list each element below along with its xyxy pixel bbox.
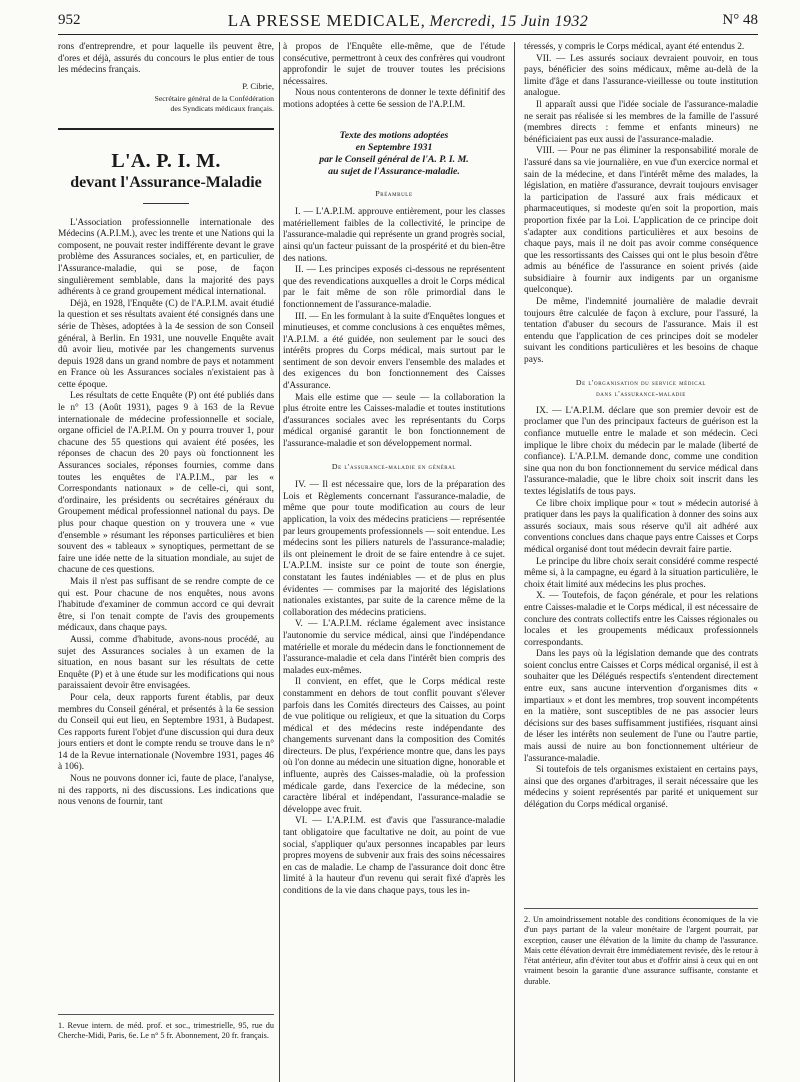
- motions-heading: Texte des motions adoptées en Septembre 1931 par le Conseil général de l'A. P. I. M. au sujet de l'Assurance-maladie.: [319, 129, 469, 177]
- section-heading: De l'assurance-maladie en général: [331, 461, 457, 471]
- column-rule-right: [514, 42, 515, 1082]
- column-rule-left: [279, 42, 280, 1082]
- issue-date: Mercredi, 15 Juin 1932: [429, 13, 589, 30]
- motion-paragraph: IV. — Il est nécessaire que, lors de la préparation des Lois et Règlements concernant l'assurance-maladie, de même que pour toute modification au cours de leur application, la voix des médecins praticiens — représentée par leurs groupements professionnels — soit entendue. Les médecins sont les piliers naturels de l'assurance-maladie; ils ont pleinement le droit de se faire entendre à ce sujet. L'A.P.I.M. insiste sur ce point de toute son énergie, constatant les fautes indéniables — et de plus en plus évidentes — commises par la majorité des législations nationales existantes, par suite de la carence même de la collaboration des médecins praticiens.: [283, 480, 505, 618]
- article-separator: [58, 128, 274, 130]
- page-number: 952: [58, 12, 81, 28]
- motion-paragraph: Mais elle estime que — seule — la collaboration la plus étroite entre les Caisses-maladie et toutes institutions d'assurances sociales avec les représentants du Corps médical organisé garantit le bon fonctionnement de l'assurance-maladie et son développement normal.: [283, 392, 505, 450]
- column-2: [283, 42, 505, 898]
- article-paragraph: Mais il n'est pas suffisant de se rendre compte de ce qui est. Pour chacune de nos enquêtes, nous avons l'habitude d'examiner de commun accord ce qui devrait être, si l'on tenait compte de l'avis des groupements médicaux, dans chaque pays.: [58, 576, 274, 634]
- page-header: [58, 12, 758, 35]
- article-paragraph: L'Association professionnelle internationale des Médecins (A.P.I.M.), avec les trente et une Nations qui la composent, ne pouvait rester indifférente devant le grave problème des Assurances sociales, et, en particulier, de l'Assurance-maladie, qui se pose, de façon singulièrement semblable, dans la majorité des pays adhérents à ce grand groupement médical international.: [58, 217, 274, 298]
- motion-paragraph: téressés, y compris le Corps médical, ayant été entendus 2.: [524, 42, 745, 52]
- motion-paragraph: X. — Toutefois, de façon générale, et pour les relations entre Caisses-maladie et le Corps médical, il est nécessaire de conclure des contrats collectifs entre les Caisses régionales ou locales et les groupements médicaux professionnels correspondants.: [524, 591, 758, 648]
- motion-paragraph: Ce libre choix implique pour « tout » médecin autorisé à pratiquer dans les pays la qualification à donner des soins aux assurés sociaux, mais sous réserve qu'il ait adhéré aux conventions conclues dans chaque pays entre Caisses et Corps médical organisé dont tout médecin devrait faire partie.: [524, 498, 758, 555]
- article-title: L'A. P. I. M.: [111, 149, 221, 172]
- signature-name: P. Cibrie,: [242, 80, 274, 91]
- article-paragraph: à propos de l'Enquête elle-même, que de l'étude consécutive, permettront à ceux des confrères qui voudront approfondir le sujet de trouver toutes les précisions nécessaires.: [283, 42, 505, 87]
- article-paragraph: Pour cela, deux rapports furent établis, par deux membres du Conseil général, et présentés à la 6e session du Conseil qui eut lieu, en Septembre 1931, à Budapest. Ces rapports furent l'objet d'une discussion qui dura deux jours entiers et dont le compte rendu se trouve dans le n° 14 de la Revue internationale (Novembre 1931, pages 46 à 106).: [58, 692, 274, 773]
- motion-paragraph: Il apparaît aussi que l'idée sociale de l'assurance-maladie ne serait pas réalisée si les membres de la famille de l'assuré (membres directs : femme et enfants mineurs) ne bénéficiaient pas eux aussi de l'assurance-maladie.: [524, 99, 758, 145]
- article-paragraph: Nous nous contenterons de donner le texte définitif des motions adoptées à cette 6e session de l'A.P.I.M.: [283, 88, 505, 110]
- motion-paragraph: Si toutefois de tels organismes existaient en certains pays, ainsi que des organes d'arbitrages, il serait nécessaire que les médecins y soient représentés par parité et uniquement sur délégation du Corps médical organisé.: [524, 765, 758, 810]
- motion-paragraph: VIII. — Pour ne pas éliminer la responsabilité morale de l'assuré dans sa vie journalière, en vue d'un exercice normal et sain de la médecine, et dans l'intérêt même des malades, la législation, en matière d'assurance, devrait toujours envisager la participation de l'assuré aux frais médicaux et pharmaceutiques, si modeste qu'en soit la proportion, mais proportion fixée par la Loi. L'application de ce principe doit s'adapter aux conditions particulières et aux besoins de chaque pays, mais il ne doit pas avoir comme conséquence que les ressortissants des Caisses qui ont le plus besoin d'être admis au bénéfice de l'assurance en soient privés (aide subsidiaire à fournir aux indigents par un organisme quelconque).: [524, 146, 758, 296]
- continued-text: rons d'entreprendre, et pour laquelle ils peuvent être, d'ores et déjà, assurés du concours le plus entier de tous les médecins français.: [58, 42, 274, 76]
- article-subtitle: devant l'Assurance-Maladie: [70, 173, 262, 191]
- motion-paragraph: Le principe du libre choix serait considéré comme respecté même si, à la campagne, eu égard à la situation particulière, le choix était limité aux médecins les plus proches.: [524, 556, 758, 590]
- title-rule: [143, 203, 189, 204]
- running-title: LA PRESSE MEDICALE, Mercredi, 15 Juin 1932: [227, 11, 589, 30]
- article-paragraph: Nous ne pouvons donner ici, faute de place, l'analyse, ni des rapports, ni des discussions. Les indications que nous venons de fournir, tant: [58, 774, 274, 808]
- journal-title: LA PRESSE MEDICALE: [227, 11, 421, 30]
- footnote-2: 2. Un amoindrissement notable des conditions économiques de la vie d'un pays partant de la valeur monétaire de l'argent pourrait, par exception, causer une élévation de la limite du champ de l'assurance. Mais cette élévation devrait être immédiatement revisée, dès le retour à l'état antérieur, afin d'éviter tout abus et d'offrir ainsi à ceux qui en ont vraiment besoin la garantie d'une assurance suffisante, constante et durable.: [524, 908, 758, 987]
- motion-paragraph: De même, l'indemnité journalière de maladie devrait toujours être calculée de façon à exclure, pour l'assuré, la tentation d'abuser du secours de l'assurance. Mais il est entendu que l'application de ces principes doit se modeler suivant les conditions particulières et les besoins de chaque pays.: [524, 297, 758, 366]
- section-heading: De l'organisation du service médical dans l'assurance-maladie: [575, 377, 707, 399]
- motion-paragraph: Il convient, en effet, que le Corps médical reste constamment en dehors de tout conflit pouvant s'élever parfois dans les Comités directeurs des Caisses, au point de vue politique ou religieux, et que la situation du Corps médical et des médecins reste indépendante des changements survenant dans la composition des Comités directeurs. De plus, l'expérience montre que, dans les pays où l'on donne au médecin une situation digne, honorable et influente, auprès des Caisses-maladie, où la profession médicale garde, dans l'exercice de la médecine, son caractère libéral et indépendant, l'assurance-maladie se développe avec fruit.: [283, 677, 505, 815]
- signature-role: Secrétaire général de la Confédération des Syndicats médicaux français.: [154, 94, 274, 113]
- article-paragraph: Déjà, en 1928, l'Enquête (C) de l'A.P.I.M. avait étudié la question et ses résultats avaient été consignés dans une série de Thèses, adoptées à la 4e session de son Conseil général, à Berlin. En 1931, une nouvelle Enquête avait dû avoir lieu, motivée par les changements survenus depuis 1928 dans un grand nombre de pays et notamment en France où les Assurances sociales n'existaient pas à cette époque.: [58, 298, 274, 390]
- footnote-1: 1. Revue intern. de méd. prof. et soc., trimestrielle, 95, rue du Cherche-Midi, Paris, 6e. Le n° 5 fr. Abonnement, 20 fr. français.: [58, 1014, 274, 1042]
- motion-paragraph: Dans les pays où la législation demande que des contrats soient conclus entre Caisses et Corps médical organisé, il est à souhaiter que les Délégués respectifs s'entendent directement entre eux, sans aucune intervention d'organismes dits « impartiaux » et dont les membres, trop souvent incompétents en la matière, sont susceptibles de ne pas associer leurs décisions sur des bases suffisamment justifiées, risquant ainsi de léser les intérêts non seulement de l'une ou l'autre partie, mais aussi de nuire au bon fonctionnement ultérieur de l'assurance-maladie.: [524, 649, 758, 764]
- column-1: [58, 42, 274, 809]
- preamble-heading: Préambule: [375, 188, 413, 198]
- article-paragraph: Aussi, comme d'habitude, avons-nous procédé, au sujet des Assurances sociales à un examen de la situation, en nous basant sur les résultats de cette Enquête (P) et à une étude sur les modifications qui nous paraissaient devoir être envisagées.: [58, 634, 274, 692]
- motion-paragraph: III. — En les formulant à la suite d'Enquêtes longues et minutieuses, et comme conclusions à ces enquêtes mêmes, l'A.P.I.M. a été guidée, non seulement par le souci des intérêts propres du Corps médical, mais surtout par le sentiment de son devoir envers l'ensemble des malades et des exigences du bon fonctionnement des Caisses d'Assurance.: [283, 311, 505, 392]
- motion-paragraph: IX. — L'A.P.I.M. déclare que son premier devoir est de proclamer que l'un des principaux facteurs de guérison est la confiance mutuelle entre le malade et son médecin. Ceci implique le libre choix du médecin par le malade (liberté de confiance). L'A.P.I.M. demande donc, comme une condition sine qua non du bon fonctionnement du service médical dans l'assurance-maladie, que le libre choix soit inscrit dans les textes législatifs de tous pays.: [524, 405, 758, 497]
- motion-paragraph: V. — L'A.P.I.M. réclame également avec insistance l'autonomie du service médical, ainsi que l'indépendance matérielle et morale du médecin dans le fonctionnement de l'assurance-maladie et cela dans l'intérêt bien compris des malades eux-mêmes.: [283, 619, 505, 676]
- motion-paragraph: I. — L'A.P.I.M. approuve entièrement, pour les classes matériellement faibles de la collectivité, le principe de l'assurance-maladie qui représente un grand progrès social, ainsi qu'un facteur puissant de la prospérité et du bien-être des nations.: [283, 207, 505, 264]
- article-paragraph: Les résultats de cette Enquête (P) ont été publiés dans le n° 13 (Août 1931), pages 9 à 163 de la Revue internationale de médecine professionnelle et sociale, organe officiel de l'A.P.I.M. On y pourra trouver 1, pour chacune des 55 questions qui avaient été posées, les réponses de chacun des 20 pays où fonctionnent les Assurances sociales, réponses fournies, comme dans toutes les enquêtes de l'A.P.I.M., par les « Correspondants nationaux » de celle-ci, qui sont, d'ordinaire, les présidents ou secrétaires généraux du Groupement médical professionnel national du pays. De plus pour chaque question on y trouvera une « vue d'ensemble » résumant les réponses particulières et bien souvent des « tableaux » synoptiques, permettant de se faire une idée nette de la situation mondiale, au sujet de chacune de ces questions.: [58, 391, 274, 576]
- issue-number: N° 48: [722, 12, 758, 28]
- column-3: [524, 42, 758, 812]
- motion-paragraph: II. — Les principes exposés ci-dessous ne représentent que des revendications auxquelles a droit le Corps médical par le fait même de son rôle primordial dans le fonctionnement de l'assurance-maladie.: [283, 265, 505, 310]
- motion-paragraph: VI. — L'A.P.I.M. est d'avis que l'assurance-maladie tant obligatoire que facultative ne doit, au point de vue social, s'appliquer qu'aux personnes incapables par leurs propres moyens de subvenir aux frais des soins nécessaires en cas de maladie. Le champ de l'assurance doit donc être limité à la hauteur d'un revenu qui serait fixé d'après les conditions de la vie dans chaque pays, tous les in-: [283, 816, 505, 896]
- motion-paragraph: VII. — Les assurés sociaux devraient pouvoir, en tous pays, bénéficier des soins médicaux, même au-delà de la limite d'âge et dans l'assurance-vieillesse ou toute institution analogue.: [524, 53, 758, 99]
